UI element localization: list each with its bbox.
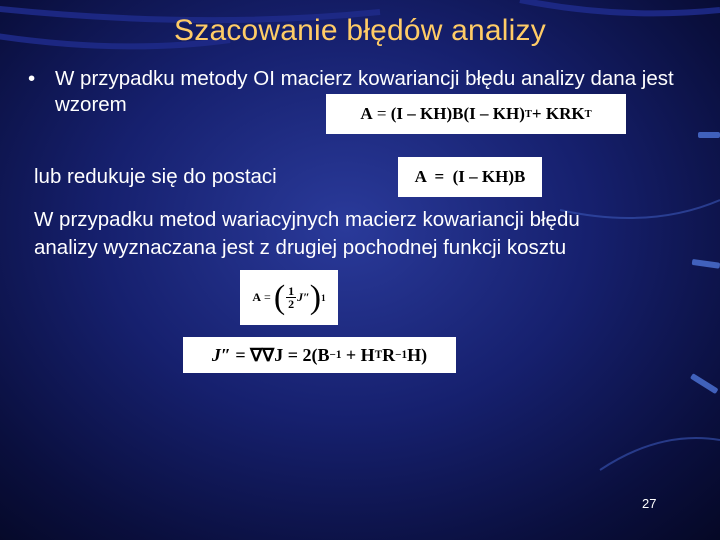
bullet-text: W przypadku metody OI macierz kowariancji błędu analizy dana jest wzorem — [55, 67, 674, 116]
formula-term: (I – KH)B(I – KH) — [390, 104, 525, 123]
formula-second-derivative — [183, 337, 456, 373]
formula-superscript: −1 — [395, 349, 408, 361]
formula-equals: = — [376, 104, 387, 123]
formula-variational — [240, 270, 338, 325]
text-line: lub redukuje się do postaci — [34, 165, 277, 188]
formula-text: A = (I – KH)B — [414, 167, 526, 186]
formula-term: R — [382, 344, 396, 365]
formula-exponent: 1 — [321, 292, 326, 303]
formula-superscript: −1 — [329, 349, 342, 361]
text-line: W przypadku metod wariacyjnych macierz kowariancji błędu — [34, 208, 580, 231]
formula-superscript: T — [524, 108, 532, 120]
bullet-marker: • — [28, 67, 36, 90]
formula-variable: J″ — [297, 290, 310, 304]
text-line: analizy wyznaczana jest z drugiej pochodnej funkcji kosztu — [34, 236, 567, 259]
formula-term: + H — [341, 344, 375, 365]
formula-lhs: A — [252, 290, 262, 304]
page-number: 27 — [642, 496, 657, 511]
fraction — [286, 285, 296, 310]
fraction-denominator: 2 — [288, 297, 295, 311]
formula-superscript: T — [584, 108, 592, 120]
formula-lhs: J″ — [211, 344, 231, 365]
right-paren: ) — [309, 278, 322, 316]
formula-equals: = — [264, 290, 271, 304]
slide-title: Szacowanie błędów analizy — [174, 14, 546, 47]
formula-superscript: T — [374, 349, 383, 361]
formula-reduced — [398, 157, 542, 197]
formula-term: + KRK — [531, 104, 585, 123]
left-paren: ( — [273, 278, 286, 316]
fraction-numerator: 1 — [288, 284, 295, 298]
formula-term: = ∇∇J = 2(B — [230, 344, 330, 365]
formula-term: H) — [407, 344, 428, 365]
formula-lhs: A — [360, 104, 373, 123]
formula-oi-covariance — [326, 94, 626, 134]
